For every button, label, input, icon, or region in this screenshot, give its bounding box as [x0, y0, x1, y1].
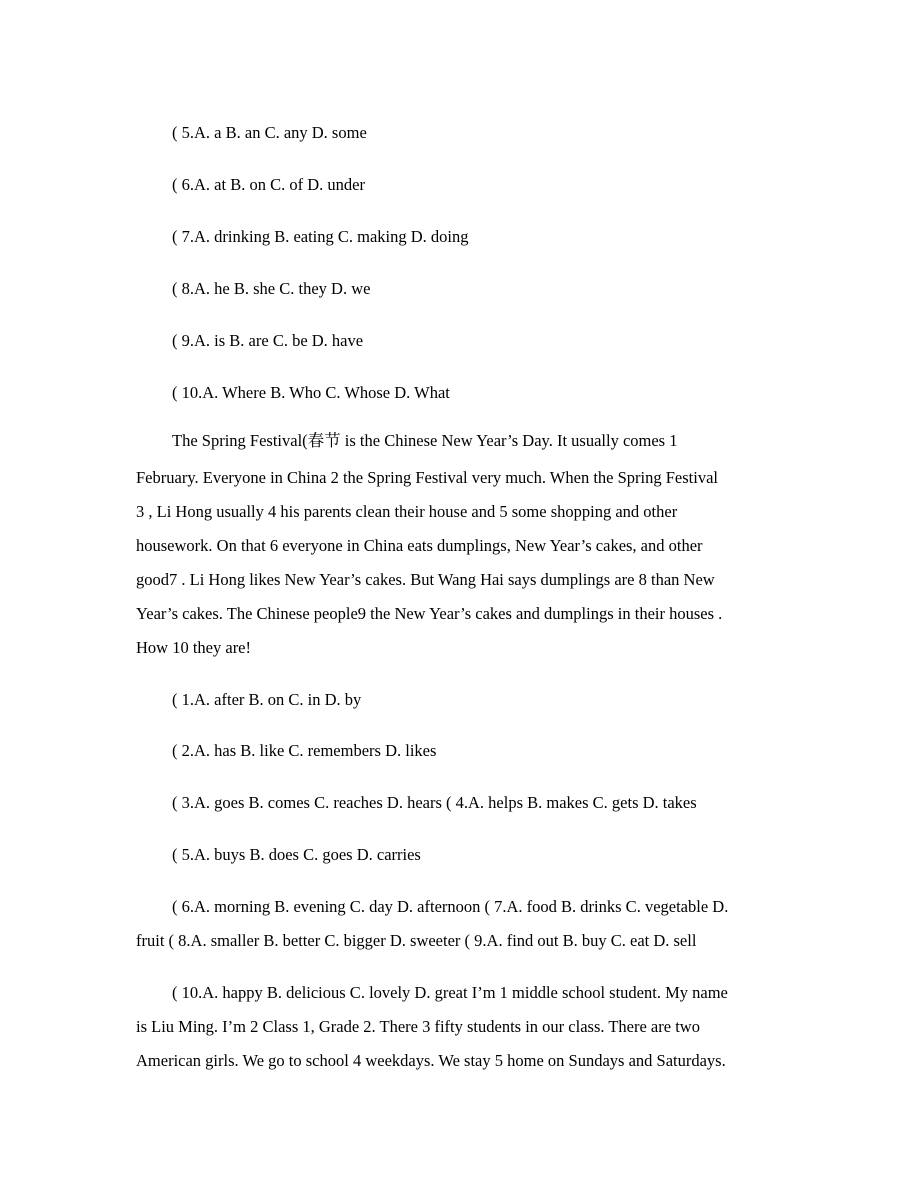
passage-line: February. Everyone in China 2 the Spring Festival very much. When the Spring Festival — [136, 468, 718, 487]
question-option-line: ( 5.A. a B. an C. any D. some — [172, 123, 367, 142]
question-option-line: ( 3.A. goes B. comes C. reaches D. hears ( 4.A. helps B. makes C. gets D. takes — [172, 793, 697, 812]
passage-line: American girls. We go to school 4 weekdays. We stay 5 home on Sundays and Saturdays. — [136, 1051, 726, 1070]
passage-line: The Spring Festival(春节 is the Chinese New Year’s Day. It usually comes 1 — [172, 431, 678, 450]
question-option-line: fruit ( 8.A. smaller B. better C. bigger D. sweeter ( 9.A. find out B. buy C. eat D. sell — [136, 931, 697, 950]
passage-line: 3 , Li Hong usually 4 his parents clean their house and 5 some shopping and other — [136, 502, 678, 521]
passage-line: ( 10.A. happy B. delicious C. lovely D. great I’m 1 middle school student. My name — [172, 983, 728, 1002]
passage-line: How 10 they are! — [136, 638, 252, 657]
question-option-line: ( 6.A. morning B. evening C. day D. afternoon ( 7.A. food B. drinks C. vegetable D. — [172, 897, 729, 916]
question-option-line: ( 6.A. at B. on C. of D. under — [172, 175, 365, 194]
passage-line: is Liu Ming. I’m 2 Class 1, Grade 2. There 3 fifty students in our class. There are two — [136, 1017, 700, 1036]
passage-line: good7 . Li Hong likes New Year’s cakes. But Wang Hai says dumplings are 8 than New — [136, 570, 715, 589]
question-option-line: ( 10.A. Where B. Who C. Whose D. What — [172, 383, 450, 402]
question-option-line: ( 5.A. buys B. does C. goes D. carries — [172, 845, 421, 864]
question-option-line: ( 2.A. has B. like C. remembers D. likes — [172, 741, 437, 760]
passage-line: housework. On that 6 everyone in China eats dumplings, New Year’s cakes, and other — [136, 536, 703, 555]
question-option-line: ( 8.A. he B. she C. they D. we — [172, 279, 371, 298]
question-option-line: ( 7.A. drinking B. eating C. making D. doing — [172, 227, 469, 246]
question-option-line: ( 1.A. after B. on C. in D. by — [172, 690, 362, 709]
passage-line: Year’s cakes. The Chinese people9 the New Year’s cakes and dumplings in their houses . — [136, 604, 723, 623]
question-option-line: ( 9.A. is B. are C. be D. have — [172, 331, 364, 350]
